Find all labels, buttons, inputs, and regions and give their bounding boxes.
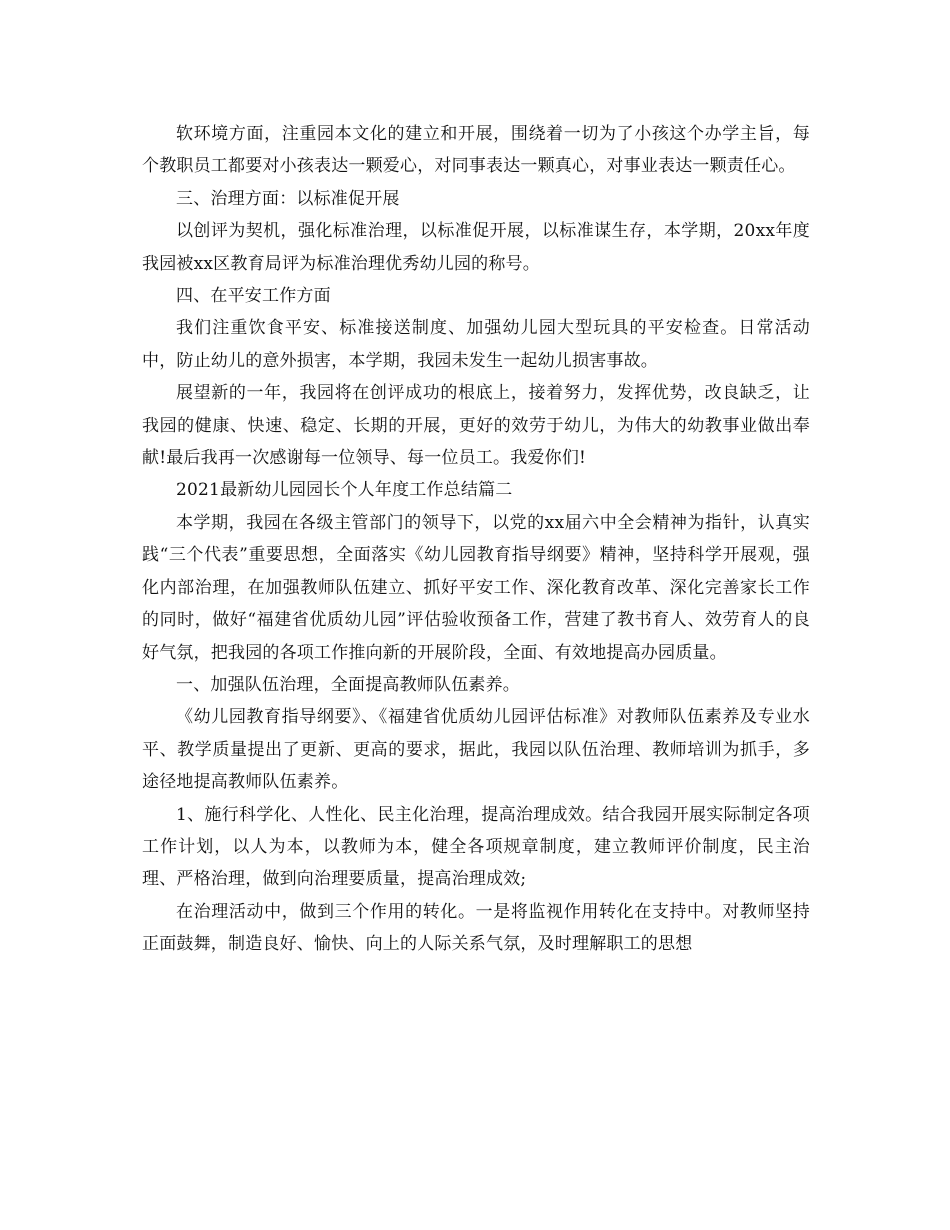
- heading-team-management: 一、加强队伍治理，全面提高教师队伍素养。: [176, 674, 520, 695]
- paragraph-safety: 我们注重饮食平安、标准接送制度、加强幼儿园大型玩具的平安检查。日常活动中，防止幼儿的意外损害，本学期，我园未发生一起幼儿损害事故。: [142, 318, 810, 371]
- paragraph-management-activities: 在治理活动中，做到三个作用的转化。一是将监视作用转化在支持中。对教师坚持正面鼓舞，制造良好、愉快、向上的人际关系气氛，及时理解职工的思想: [142, 901, 810, 955]
- paragraph-outlook: 展望新的一年，我园将在创评成功的根底上，接着努力，发挥优势，改良缺乏，让我园的健康、快速、稳定、长期的开展，更好的效劳于幼儿，为伟大的幼教事业做出奉献!最后我再一次感谢每一位领导、每一位员工。我爱你们!: [142, 383, 810, 469]
- heading-management: 三、治理方面：以标准促开展: [176, 188, 400, 209]
- paragraph-teacher-quality: 《幼儿园教育指导纲要》、《福建省优质幼儿园评估标准》对教师队伍素养及专业水平、教学质量提出了更新、更高的要求，据此，我园以队伍治理、教师培训为抓手，多途径地提高教师队伍素养。: [142, 707, 810, 793]
- heading-safety: 四、在平安工作方面: [176, 286, 331, 307]
- document-body: [142, 118, 810, 961]
- paragraph-management: 以创评为契机，强化标准治理，以标准促开展，以标准谋生存，本学期，20xx年度我园被xx区教育局评为标准治理优秀幼儿园的称号。: [142, 221, 810, 274]
- section-title-part-two: 2021最新幼儿园园长个人年度工作总结篇二: [176, 480, 513, 501]
- paragraph-soft-environment: 软环境方面，注重园本文化的建立和开展，围绕着一切为了小孩这个办学主旨，每个教职员工都要对小孩表达一颗爱心，对同事表达一颗真心，对事业表达一颗责任心。: [142, 124, 810, 177]
- paragraph-scientific-management: 1、施行科学化、人性化、民主化治理，提高治理成效。结合我园开展实际制定各项工作计划，以人为本，以教师为本，健全各项规章制度，建立教师评价制度，民主治理、严格治理，做到向治理要质量，提高治理成效;: [142, 804, 810, 890]
- paragraph-semester-summary: 本学期，我园在各级主管部门的领导下，以党的xx届六中全会精神为指针，认真实践“三个代表”重要思想，全面落实《幼儿园教育指导纲要》精神，坚持科学开展观，强化内部治理，在加强教师队伍建立、抓好平安工作、深化教育改革、深化完善家长工作的同时，做好“福建省优质幼儿园”评估验收预备工作，营建了教书育人、效劳育人的良好气氛，把我园的各项工作推向新的开展阶段，全面、有效地提高办园质量。: [142, 512, 810, 663]
